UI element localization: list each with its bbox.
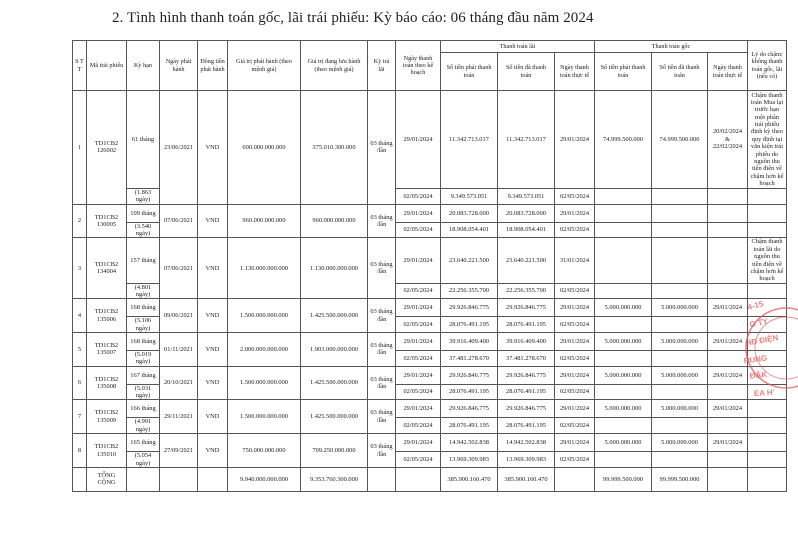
planned-date: 02/05/2024 — [396, 418, 441, 434]
col-bond-code: Mã trái phiếu — [87, 41, 127, 91]
currency: VND — [198, 204, 228, 238]
currency: VND — [198, 400, 228, 434]
term: 61 tháng — [127, 91, 160, 189]
currency: VND — [198, 366, 228, 400]
col-delay-reason: Lý do chậm/ không thanh toán gốc, lãi (nếu có) — [748, 41, 787, 91]
principal-due — [595, 189, 652, 205]
table-row — [73, 204, 787, 222]
term-days: (5.106 ngày) — [127, 317, 160, 333]
currency: VND — [198, 333, 228, 367]
principal-due: 5.000.000.000 — [595, 299, 652, 317]
interest-actual-date: 29/01/2024 — [555, 333, 595, 351]
total-label: TỔNG CỘNG — [87, 467, 127, 491]
interest-paid: 18.908.054.401 — [498, 222, 555, 238]
principal-actual-date: 29/01/2024 — [708, 434, 748, 452]
planned-date: 02/05/2024 — [396, 283, 441, 299]
table-row — [73, 238, 787, 283]
interest-actual-date: 02/05/2024 — [555, 222, 595, 238]
principal-due: 5.000.000.000 — [595, 366, 652, 384]
row-stt: 2 — [73, 204, 87, 238]
interest-period: 03 tháng /lần — [368, 400, 396, 434]
principal-actual-date — [708, 351, 748, 367]
issued-value: 2.000.000.000.000 — [228, 333, 301, 367]
col-currency: Đồng tiền phát hành — [198, 41, 228, 91]
principal-due: 5.000.000.000 — [595, 434, 652, 452]
interest-actual-date: 29/01/2024 — [555, 434, 595, 452]
issued-value: 750.000.000.000 — [228, 434, 301, 468]
principal-actual-date: 29/01/2024 — [708, 333, 748, 351]
interest-due: 29.926.846.775 — [441, 400, 498, 418]
bond-code: TD1CB2 135007 — [87, 333, 127, 367]
planned-date: 29/01/2024 — [396, 299, 441, 317]
outstanding-value: 960.000.000.000 — [301, 204, 368, 238]
col-interest-due: Số tiền phải thanh toán — [441, 53, 498, 91]
currency: VND — [198, 299, 228, 333]
bond-code: TD1CB2 135009 — [87, 400, 127, 434]
planned-date: 29/01/2024 — [396, 333, 441, 351]
interest-actual-date: 29/01/2024 — [555, 91, 595, 189]
interest-paid: 28.076.491.195 — [498, 317, 555, 333]
principal-actual-date — [708, 222, 748, 238]
total-principal-paid: 99.999.500.000 — [652, 467, 708, 491]
row-stt: 1 — [73, 91, 87, 205]
principal-paid — [652, 238, 708, 283]
interest-due: 29.926.846.775 — [441, 366, 498, 384]
interest-paid: 22.256.355.700 — [498, 283, 555, 299]
bond-code: TD1CB2 135010 — [87, 434, 127, 468]
col-issued-value: Giá trị phát hành (theo mệnh giá) — [228, 41, 301, 91]
bond-code: TD1CB2 135008 — [87, 366, 127, 400]
row-stt: 7 — [73, 400, 87, 434]
principal-actual-date: 29/01/2024 — [708, 400, 748, 418]
interest-due: 20.083.728.000 — [441, 204, 498, 222]
issue-date: 07/06/2021 — [160, 238, 198, 299]
interest-paid: 29.926.846.775 — [498, 366, 555, 384]
principal-paid — [652, 189, 708, 205]
interest-due: 13.969.309.983 — [441, 452, 498, 468]
term: 166 tháng — [127, 400, 160, 418]
interest-paid: 11.342.713.017 — [498, 91, 555, 189]
planned-date: 02/05/2024 — [396, 384, 441, 400]
principal-paid: 5.000.000.000 — [652, 434, 708, 452]
principal-paid: 5.000.000.000 — [652, 366, 708, 384]
interest-paid: 37.481.278.670 — [498, 351, 555, 367]
interest-due: 14.942.502.838 — [441, 434, 498, 452]
interest-actual-date: 29/01/2024 — [555, 366, 595, 384]
interest-due: 9.349.573.051 — [441, 189, 498, 205]
term-days: (5.031 ngày) — [127, 384, 160, 400]
interest-actual-date: 02/05/2024 — [555, 452, 595, 468]
issued-value: 1.130.000.000.000 — [228, 238, 301, 299]
principal-due — [595, 317, 652, 333]
planned-date: 02/05/2024 — [396, 189, 441, 205]
total-principal-date — [708, 467, 748, 491]
interest-actual-date: 29/01/2024 — [555, 299, 595, 317]
interest-due: 28.076.491.195 — [441, 384, 498, 400]
total-stt — [73, 467, 87, 491]
interest-actual-date: 29/01/2024 — [555, 400, 595, 418]
delay-reason: Chậm thanh toán lãi do nguồn thu tiền điện về chậm hơn kế hoạch — [748, 238, 787, 283]
interest-period: 03 tháng /lần — [368, 434, 396, 468]
svg-text:RUNG: RUNG — [743, 353, 768, 366]
interest-due: 39.916.409.400 — [441, 333, 498, 351]
principal-actual-date — [708, 204, 748, 222]
total-currency — [198, 467, 228, 491]
issue-date: 09/06/2021 — [160, 299, 198, 333]
total-reason — [748, 467, 787, 491]
principal-actual-date — [708, 189, 748, 205]
total-planned-date — [396, 467, 441, 491]
delay-reason — [748, 189, 787, 205]
planned-date: 02/05/2024 — [396, 317, 441, 333]
principal-due — [595, 351, 652, 367]
total-issued-value: 9.940.000.000.000 — [228, 467, 301, 491]
interest-paid: 29.926.846.775 — [498, 400, 555, 418]
planned-date: 29/01/2024 — [396, 204, 441, 222]
interest-due: 11.342.713.017 — [441, 91, 498, 189]
principal-paid — [652, 351, 708, 367]
delay-reason — [748, 333, 787, 351]
principal-paid — [652, 204, 708, 222]
principal-actual-date — [708, 418, 748, 434]
col-principal-due: Số tiền phải thanh toán — [595, 53, 652, 91]
interest-actual-date: 29/01/2024 — [555, 204, 595, 222]
bond-code: TD1CB2 126002 — [87, 91, 127, 205]
delay-reason — [748, 317, 787, 333]
outstanding-value: 1.425.500.000.000 — [301, 400, 368, 434]
delay-reason — [748, 434, 787, 452]
term: 167 tháng — [127, 366, 160, 384]
delay-reason — [748, 204, 787, 222]
planned-date: 29/01/2024 — [396, 434, 441, 452]
total-interest-period — [368, 467, 396, 491]
col-term: Kỳ hạn — [127, 41, 160, 91]
total-interest-due: 385.900.160.470 — [441, 467, 498, 491]
row-stt: 6 — [73, 366, 87, 400]
principal-paid — [652, 317, 708, 333]
delay-reason — [748, 400, 787, 418]
principal-paid: 5.000.000.000 — [652, 299, 708, 317]
interest-actual-date: 02/05/2024 — [555, 418, 595, 434]
term: 168 tháng — [127, 333, 160, 351]
issued-value: 1.500.000.000.000 — [228, 400, 301, 434]
total-principal-due: 99.999.500.000 — [595, 467, 652, 491]
principal-paid — [652, 452, 708, 468]
delay-reason — [748, 418, 787, 434]
interest-paid: 20.083.728.000 — [498, 204, 555, 222]
row-stt: 8 — [73, 434, 87, 468]
table-row — [73, 400, 787, 418]
delay-reason — [748, 384, 787, 400]
principal-paid: 5.000.000.000 — [652, 400, 708, 418]
svg-text:HĐ ĐIỆN: HĐ ĐIỆN — [744, 333, 779, 348]
planned-date: 29/01/2024 — [396, 366, 441, 384]
issue-date: 29/11/2021 — [160, 400, 198, 434]
principal-due: 5.000.000.000 — [595, 333, 652, 351]
table-row — [73, 91, 787, 189]
principal-due — [595, 418, 652, 434]
term: 157 tháng — [127, 238, 160, 283]
issued-value: 600.000.000.000 — [228, 91, 301, 205]
row-stt: 4 — [73, 299, 87, 333]
planned-date: 02/05/2024 — [396, 351, 441, 367]
interest-paid: 14.942.502.838 — [498, 434, 555, 452]
principal-due — [595, 204, 652, 222]
table-row — [73, 434, 787, 452]
interest-paid: 28.076.491.195 — [498, 384, 555, 400]
interest-paid: 13.969.309.983 — [498, 452, 555, 468]
outstanding-value: 1.425.500.000.000 — [301, 299, 368, 333]
svg-text:G TY: G TY — [748, 316, 769, 330]
principal-paid — [652, 222, 708, 238]
bond-code: TD1CB2 135006 — [87, 299, 127, 333]
term-days: (1.863 ngày) — [127, 189, 160, 205]
delay-reason — [748, 222, 787, 238]
report-heading: 2. Tình hình thanh toán gốc, lãi trái phiếu: Kỳ báo cáo: 06 tháng đầu năm 2024 — [112, 10, 594, 26]
principal-actual-date: 20/02/2024 & 22/02/2024 — [708, 91, 748, 189]
interest-paid: 9.349.573.051 — [498, 189, 555, 205]
interest-due: 22.256.355.700 — [441, 283, 498, 299]
principal-actual-date — [708, 384, 748, 400]
delay-reason — [748, 351, 787, 367]
principal-paid: 74.999.500.000 — [652, 91, 708, 189]
total-interest-paid: 385.900.160.470 — [498, 467, 555, 491]
principal-actual-date: 29/01/2024 — [708, 299, 748, 317]
currency: VND — [198, 238, 228, 299]
col-group-interest: Thanh toán lãi — [441, 41, 595, 53]
interest-period: 03 tháng /lần — [368, 238, 396, 299]
interest-due: 28.076.491.195 — [441, 317, 498, 333]
interest-actual-date: 02/05/2024 — [555, 283, 595, 299]
interest-due: 18.908.054.401 — [441, 222, 498, 238]
col-principal-actual-date: Ngày thanh toán thực tế — [708, 53, 748, 91]
outstanding-value: 375.010.300.000 — [301, 91, 368, 205]
interest-actual-date: 02/05/2024 — [555, 317, 595, 333]
interest-period: 03 tháng /lần — [368, 366, 396, 400]
interest-paid: 28.076.491.195 — [498, 418, 555, 434]
term-days: (5.019 ngày) — [127, 351, 160, 367]
interest-due: 23.640.221.500 — [441, 238, 498, 283]
bond-payment-table — [72, 40, 787, 492]
issue-date: 27/09/2021 — [160, 434, 198, 468]
issued-value: 1.500.000.000.000 — [228, 299, 301, 333]
outstanding-value: 1.130.000.000.000 — [301, 238, 368, 299]
issue-date: 23/06/2021 — [160, 91, 198, 205]
interest-due: 37.481.278.670 — [441, 351, 498, 367]
col-issue-date: Ngày phát hành — [160, 41, 198, 91]
svg-text:ĐẮK: ĐẮK — [749, 369, 768, 381]
term-days: (3.540 ngày) — [127, 222, 160, 238]
interest-actual-date: 31/01/2024 — [555, 238, 595, 283]
interest-actual-date: 02/05/2024 — [555, 189, 595, 205]
delay-reason: Chậm thanh toán Mua lại trước hạn một phần trái phiếu định kỳ theo quy định tại văn kiện trái phiếu do nguồn thu tiền điện về chậm hơn kế hoạch — [748, 91, 787, 189]
planned-date: 02/05/2024 — [396, 452, 441, 468]
interest-actual-date: 02/05/2024 — [555, 384, 595, 400]
term: 109 tháng — [127, 204, 160, 222]
table-row — [73, 333, 787, 351]
term-days: (5.054 ngày) — [127, 452, 160, 468]
table-row — [73, 299, 787, 317]
interest-due: 28.076.491.195 — [441, 418, 498, 434]
issue-date: 01/11/2021 — [160, 333, 198, 367]
col-interest-paid: Số tiền đã thanh toán — [498, 53, 555, 91]
interest-paid: 23.640.221.500 — [498, 238, 555, 283]
row-stt: 3 — [73, 238, 87, 299]
principal-actual-date — [708, 283, 748, 299]
term-days: (4.991 ngày) — [127, 418, 160, 434]
col-stt: S T T — [73, 41, 87, 91]
principal-actual-date — [708, 238, 748, 283]
interest-period: 03 tháng /lần — [368, 299, 396, 333]
principal-actual-date — [708, 317, 748, 333]
row-stt: 5 — [73, 333, 87, 367]
principal-paid — [652, 418, 708, 434]
interest-period: 03 tháng /lần — [368, 333, 396, 367]
currency: VND — [198, 91, 228, 205]
svg-text:EA H': EA H' — [753, 387, 775, 399]
issue-date: 07/06/2021 — [160, 204, 198, 238]
delay-reason — [748, 283, 787, 299]
principal-due: 74.999.500.000 — [595, 91, 652, 189]
issued-value: 960.000.000.000 — [228, 204, 301, 238]
principal-paid — [652, 283, 708, 299]
planned-date: 29/01/2024 — [396, 400, 441, 418]
total-interest-date — [555, 467, 595, 491]
issued-value: 1.500.000.000.000 — [228, 366, 301, 400]
planned-date: 29/01/2024 — [396, 238, 441, 283]
col-principal-paid: Số tiền đã thanh toán — [652, 53, 708, 91]
interest-paid: 29.926.846.775 — [498, 299, 555, 317]
planned-date: 29/01/2024 — [396, 91, 441, 189]
principal-actual-date: 29/01/2024 — [708, 366, 748, 384]
delay-reason — [748, 452, 787, 468]
col-group-principal: Thanh toán gốc — [595, 41, 748, 53]
principal-due: 5.000.000.000 — [595, 400, 652, 418]
term: 168 tháng — [127, 299, 160, 317]
delay-reason — [748, 299, 787, 317]
col-planned-date: Ngày thanh toán theo kế hoạch — [396, 41, 441, 91]
total-row — [73, 467, 787, 491]
interest-period: 03 tháng /lần — [368, 91, 396, 205]
principal-due — [595, 384, 652, 400]
term: 165 tháng — [127, 434, 160, 452]
term-days: (4.801 ngày) — [127, 283, 160, 299]
svg-text:4-15: 4-15 — [746, 299, 765, 313]
principal-due — [595, 283, 652, 299]
col-interest-actual-date: Ngày thanh toán thực tế — [555, 53, 595, 91]
issue-date: 20/10/2021 — [160, 366, 198, 400]
delay-reason — [748, 366, 787, 384]
table-row — [73, 366, 787, 384]
outstanding-value: 709.250.000.000 — [301, 434, 368, 468]
currency: VND — [198, 434, 228, 468]
principal-paid — [652, 384, 708, 400]
interest-actual-date: 02/05/2024 — [555, 351, 595, 367]
interest-period: 03 tháng /lần — [368, 204, 396, 238]
total-outstanding-value: 9.353.760.300.000 — [301, 467, 368, 491]
bond-code: TD1CB2 134004 — [87, 238, 127, 299]
outstanding-value: 1.425.500.000.000 — [301, 366, 368, 400]
principal-due — [595, 222, 652, 238]
total-issue-date — [160, 467, 198, 491]
planned-date: 02/05/2024 — [396, 222, 441, 238]
interest-paid: 39.916.409.400 — [498, 333, 555, 351]
total-term — [127, 467, 160, 491]
col-outstanding-value: Giá trị đang lưu hành (theo mệnh giá) — [301, 41, 368, 91]
outstanding-value: 1.903.000.000.000 — [301, 333, 368, 367]
principal-due — [595, 452, 652, 468]
interest-due: 29.926.846.775 — [441, 299, 498, 317]
principal-due — [595, 238, 652, 283]
col-interest-period: Kỳ trả lãi — [368, 41, 396, 91]
bond-code: TD1CB2 130005 — [87, 204, 127, 238]
principal-actual-date — [708, 452, 748, 468]
principal-paid: 5.000.000.000 — [652, 333, 708, 351]
